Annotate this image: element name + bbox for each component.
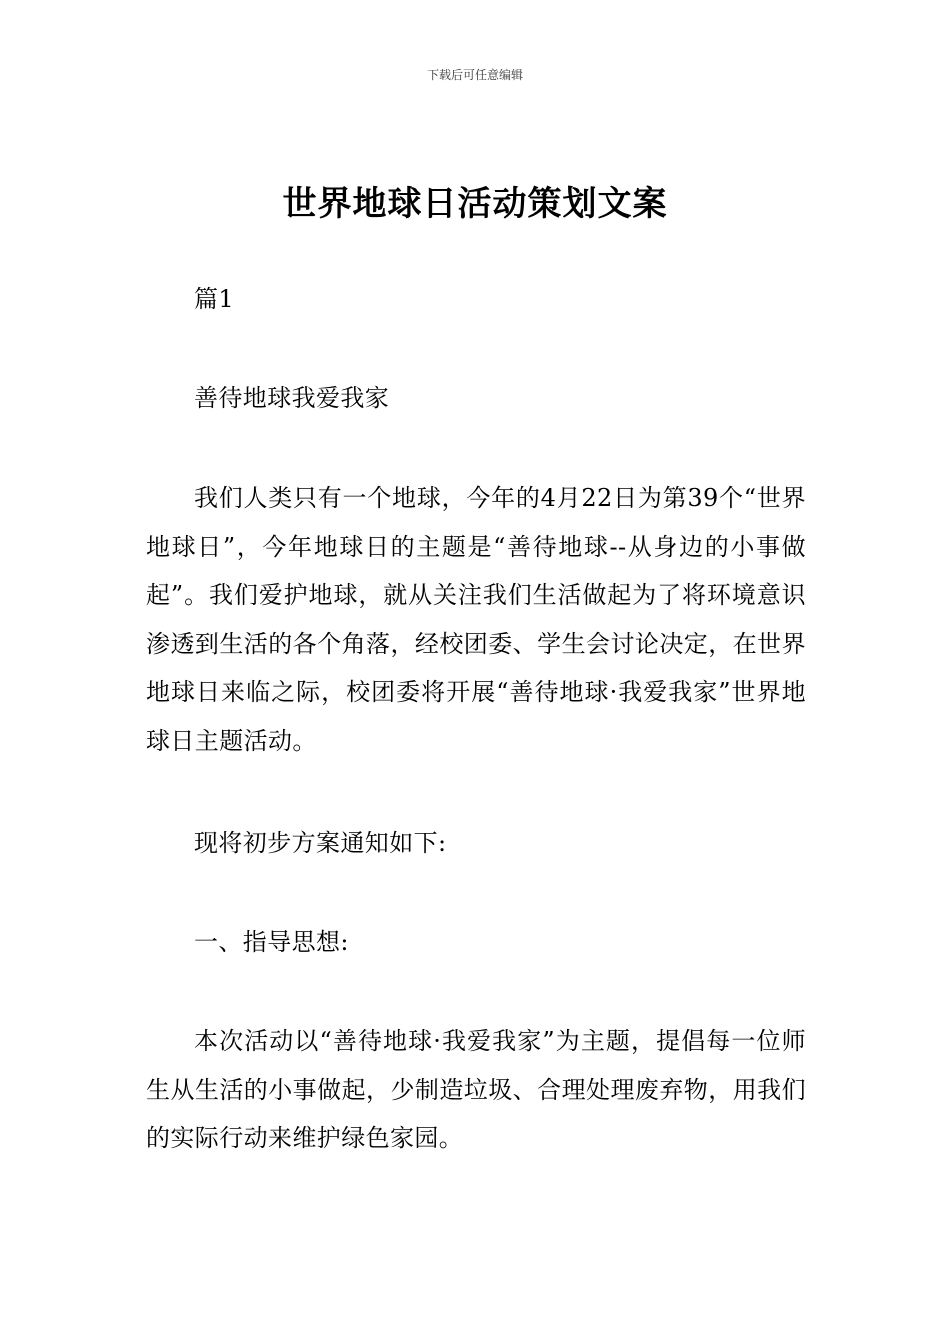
header-note: 下载后可任意编辑 [426,68,523,82]
intro-paragraph: 我们人类只有一个地球，今年的4月22日为第39个“世界地球日”，今年地球日的主题是“善待地球--从身边的小事做起”。我们爱护地球，就从关注我们生活做起为了将环境意识渗透到生活的各个角落，经校团委、学生会讨论决定，在世界地球日来临之际，校团委将开展“善待地球·我爱我家”世界地球日主题活动。 [146,484,806,755]
theme-line: 善待地球我爱我家 [194,384,390,412]
guiding-idea-paragraph: 本次活动以“善待地球·我爱我家”为主题，提倡每一位师生从生活的小事做起，少制造垃圾、合理处理废弃物，用我们的实际行动来维护绿色家园。 [146,1027,806,1153]
document-title: 世界地球日活动策划文案 [282,184,668,224]
section-label: 篇1 [194,285,235,313]
notice-line: 现将初步方案通知如下: [194,829,447,857]
section-heading-guiding-idea: 一、指导思想: [194,928,349,956]
